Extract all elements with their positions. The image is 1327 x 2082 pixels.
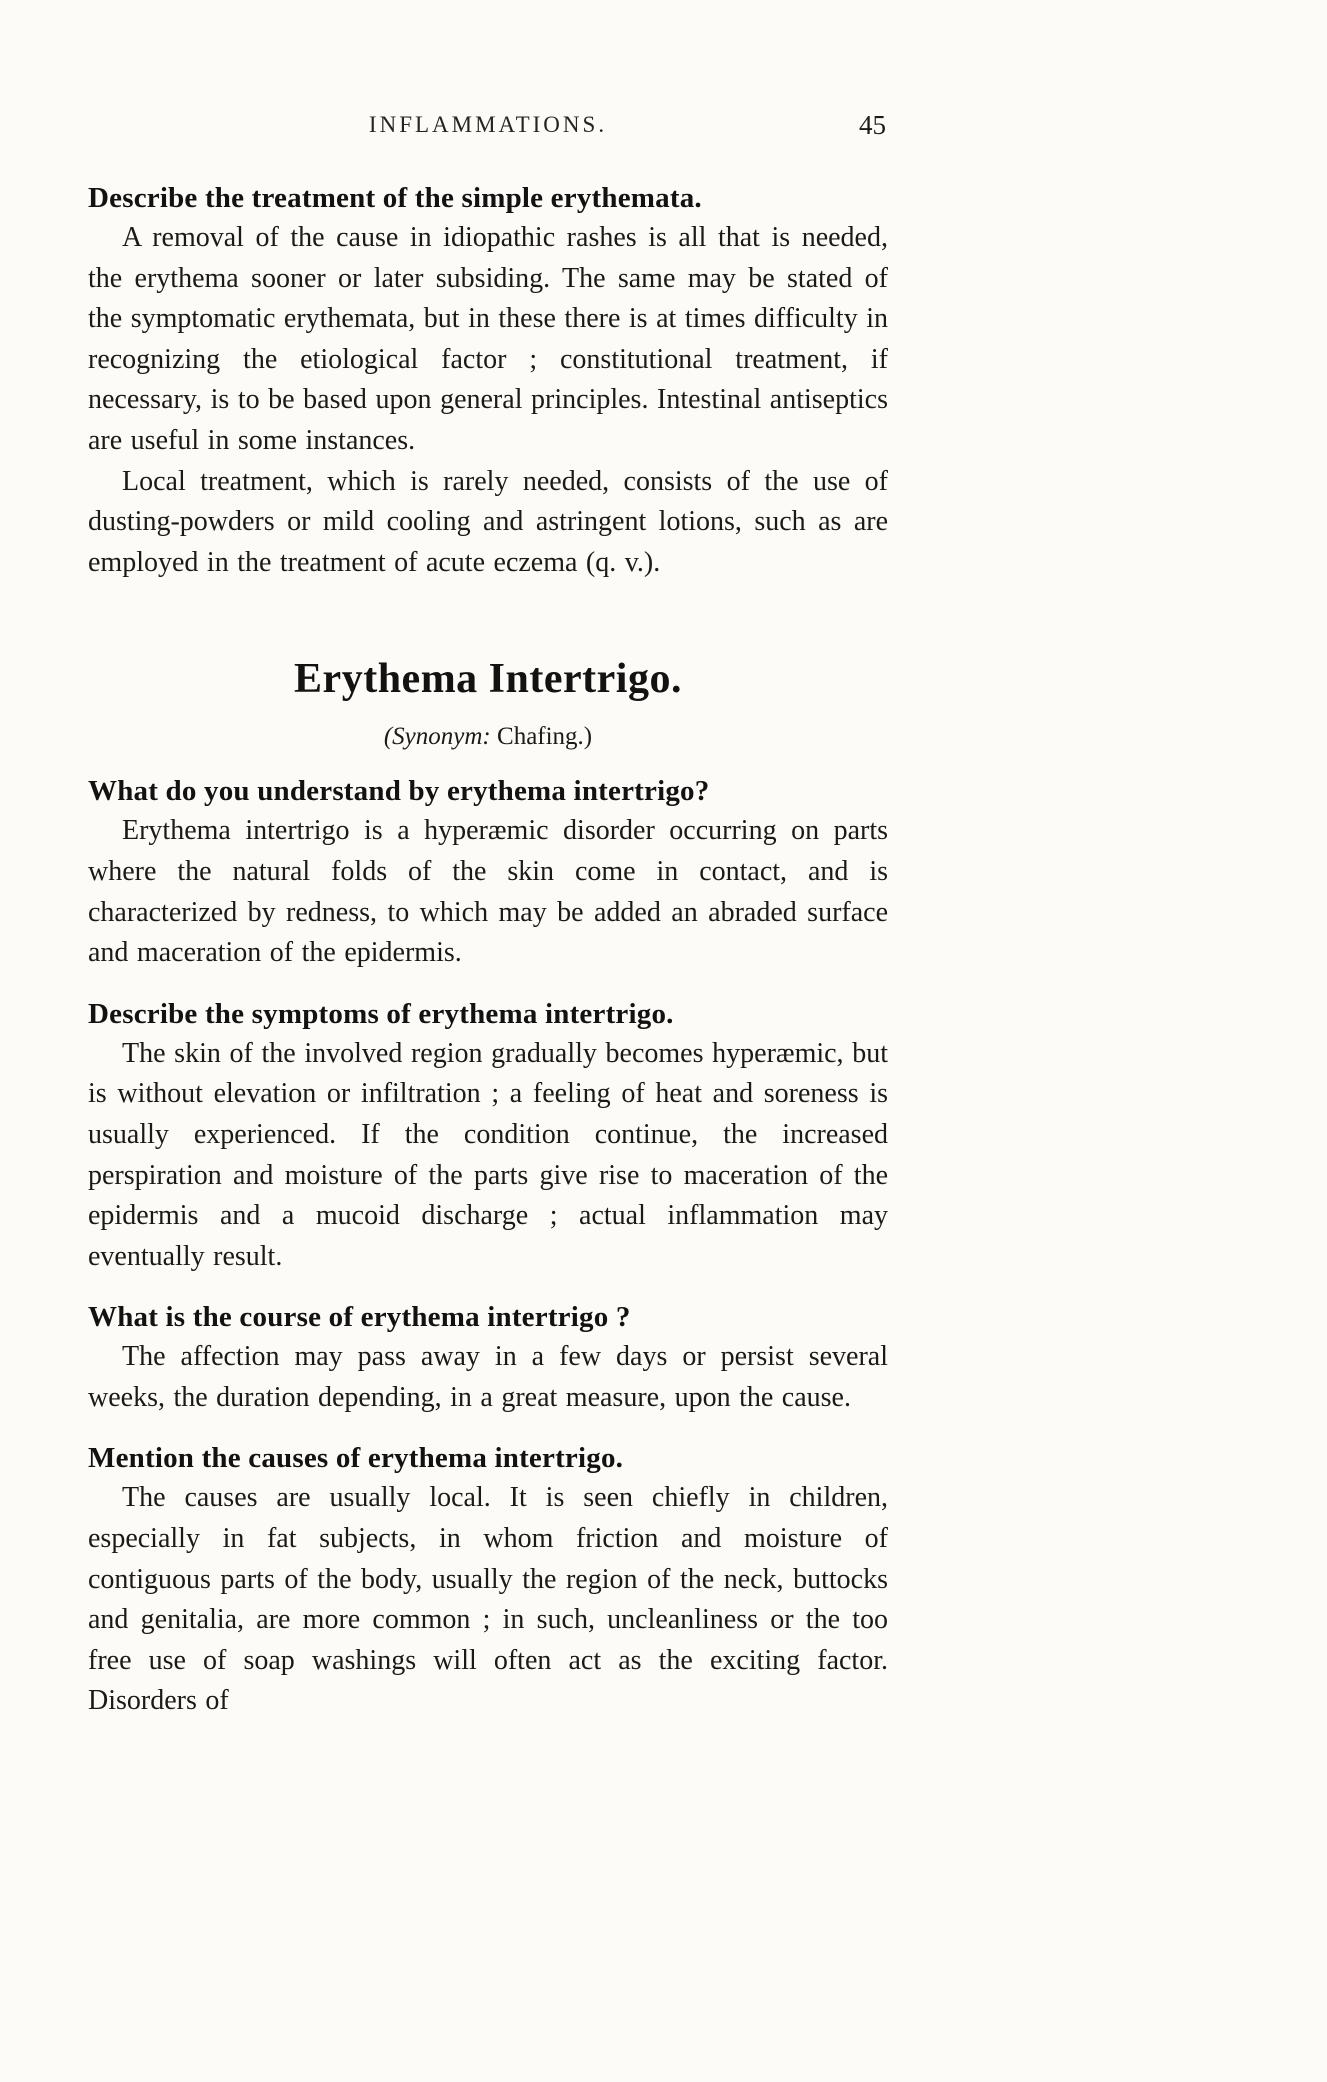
question-heading: What is the course of erythema intertrigo ?: [88, 1301, 631, 1334]
question-heading: What do you understand by erythema intertrigo?: [88, 775, 710, 808]
chapter-title: Erythema Intertrigo.: [294, 656, 682, 703]
paragraph: A removal of the cause in idiopathic rashes is all that is needed, the erythema sooner or later subsiding. The same may be stated of the symptomatic erythemata, but in these there is at times difficulty in recognizing the etiological factor ; constitutional treatment, if necessary, is to be based upon general principles. Intestinal antiseptics are useful in some instances.: [88, 222, 888, 456]
paragraph: The causes are usually local. It is seen chiefly in children, especially in fat subjects, in whom friction and moisture of contiguous parts of the body, usually the region of the neck, buttocks and genitalia, are more common ; in such, uncleanliness or the too free use of soap washings will often act as the exciting factor. Disorders of: [88, 1482, 888, 1717]
section-causes: [88, 1442, 888, 1722]
synonym-label: (Synonym:: [383, 723, 491, 751]
section-treatment-of-erythemata: [88, 182, 888, 583]
synonym-line: [88, 723, 888, 751]
page-number: 45: [859, 110, 886, 140]
section-symptoms: [88, 998, 888, 1278]
paragraph: Erythema intertrigo is a hyperæmic disorder occurring on parts where the natural folds of the skin come in contact, and is characterized by redness, to which may be added an abraded surface and maceration of the epidermis.: [88, 815, 888, 969]
question-heading: Mention the causes of erythema intertrigo.: [88, 1442, 624, 1475]
page-header: [88, 112, 888, 146]
question-heading: Describe the treatment of the simple erythemata.: [88, 182, 702, 214]
paragraph: Local treatment, which is rarely needed, consists of the use of dusting-powders or mild cooling and astringent lotions, such as are employed in the treatment of acute eczema (q. v.).: [88, 465, 888, 578]
paragraph: The affection may pass away in a few days or persist several weeks, the duration depending, in a great measure, upon the cause.: [88, 1341, 888, 1413]
text-block: [88, 112, 888, 1722]
question-heading: Describe the symptoms of erythema intertrigo.: [88, 997, 674, 1030]
section-course: [88, 1301, 888, 1418]
running-header: INFLAMMATIONS.: [368, 112, 608, 137]
paragraph: The skin of the involved region gradually becomes hyperæmic, but is without elevation or infiltration ; a feeling of heat and soreness is usually experienced. If the condition continue, the increased perspiration and moisture of the parts give rise to maceration of the epidermis and a mucoid discharge ; actual inflammation may eventually result.: [88, 1037, 888, 1272]
synonym-value: Chafing.): [490, 723, 593, 751]
section-definition: [88, 775, 888, 973]
